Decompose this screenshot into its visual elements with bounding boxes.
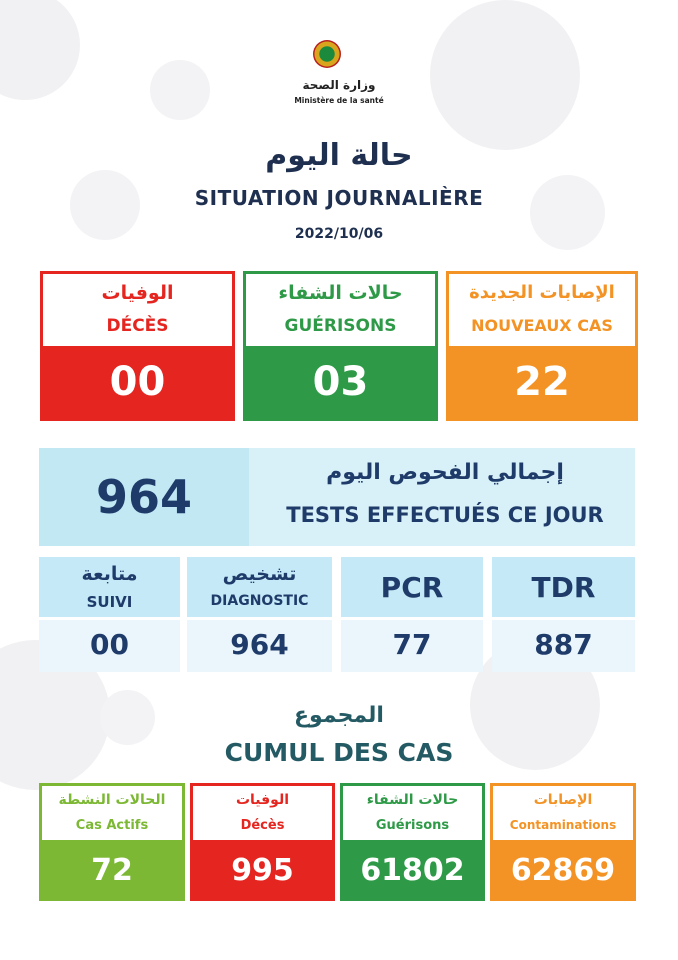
card-nouveaux-cas (446, 271, 638, 421)
card-deces (40, 271, 235, 421)
card-label-ar: الإصابات (533, 792, 593, 808)
card-guerisons (243, 271, 438, 421)
card-label-ar: الإصابات الجديدة (469, 282, 615, 303)
card-label-fr: GUÉRISONS (284, 316, 397, 336)
diagnostic-header (187, 557, 332, 617)
report-date: 2022/10/06 (294, 226, 384, 242)
card-label-ar: الوفيات (101, 282, 174, 304)
card-label-fr: NOUVEAUX CAS (471, 316, 613, 335)
card-label-fr: DÉCÈS (106, 316, 169, 336)
ministry-name-ar: وزارة الصحة (302, 78, 376, 92)
card-label-ar: حالات الشفاء (366, 792, 459, 808)
suivi-value: 00 (90, 628, 129, 661)
virus-decoration (430, 0, 580, 150)
suivi-label-fr: SUIVI (86, 593, 133, 611)
card-value: 22 (514, 359, 570, 405)
card-value: 03 (312, 359, 369, 405)
card-label-ar: حالات الشفاء (278, 282, 403, 304)
cumul-card-actifs (39, 783, 185, 901)
page-title-fr: SITUATION JOURNALIÈRE (194, 186, 484, 210)
card-label-fr: Décès (240, 818, 285, 833)
diagnostic-label-fr: DIAGNOSTIC (210, 593, 309, 609)
card-label-fr: Cas Actifs (75, 818, 149, 833)
suivi-value-cell (39, 620, 180, 672)
pcr-header (341, 557, 483, 617)
diagnostic-value-cell (187, 620, 332, 672)
tdr-header (492, 557, 635, 617)
card-value: 72 (91, 853, 133, 888)
suivi-label-ar: متابعة (81, 563, 138, 585)
pcr-value: 77 (392, 628, 432, 661)
ministry-name-fr: Ministère de la santé (294, 96, 384, 105)
page-title-ar: حالة اليوم (265, 138, 413, 173)
tests-label-ar: إجمالي الفحوص اليوم (326, 460, 564, 485)
cumul-title-fr: CUMUL DES CAS (224, 738, 454, 767)
ministry-emblem-icon (313, 40, 341, 68)
tdr-value: 887 (534, 628, 593, 661)
cumul-card-contaminations (490, 783, 636, 901)
tdr-value-cell (492, 620, 635, 672)
card-value: 995 (231, 853, 294, 888)
cumul-title-ar: المجموع (294, 703, 384, 728)
tests-total-value: 964 (95, 470, 193, 524)
card-label-fr: Contaminations (509, 818, 617, 832)
card-label-ar: الوفيات (235, 792, 290, 808)
card-label-fr: Guérisons (375, 818, 450, 833)
card-label-ar: الحالات النشطة (58, 792, 166, 808)
tests-label-fr: TESTS EFFECTUÉS CE JOUR (286, 503, 604, 527)
suivi-header (39, 557, 180, 617)
pcr-value-cell (341, 620, 483, 672)
cumul-card-guerisons (340, 783, 485, 901)
card-value: 00 (109, 359, 166, 405)
card-value: 62869 (510, 853, 616, 888)
diagnostic-value: 964 (230, 628, 289, 661)
pcr-label: PCR (380, 571, 444, 604)
cumul-card-deces (190, 783, 335, 901)
tdr-label: TDR (531, 571, 596, 604)
card-value: 61802 (360, 853, 465, 888)
diagnostic-label-ar: تشخيص (222, 563, 297, 585)
